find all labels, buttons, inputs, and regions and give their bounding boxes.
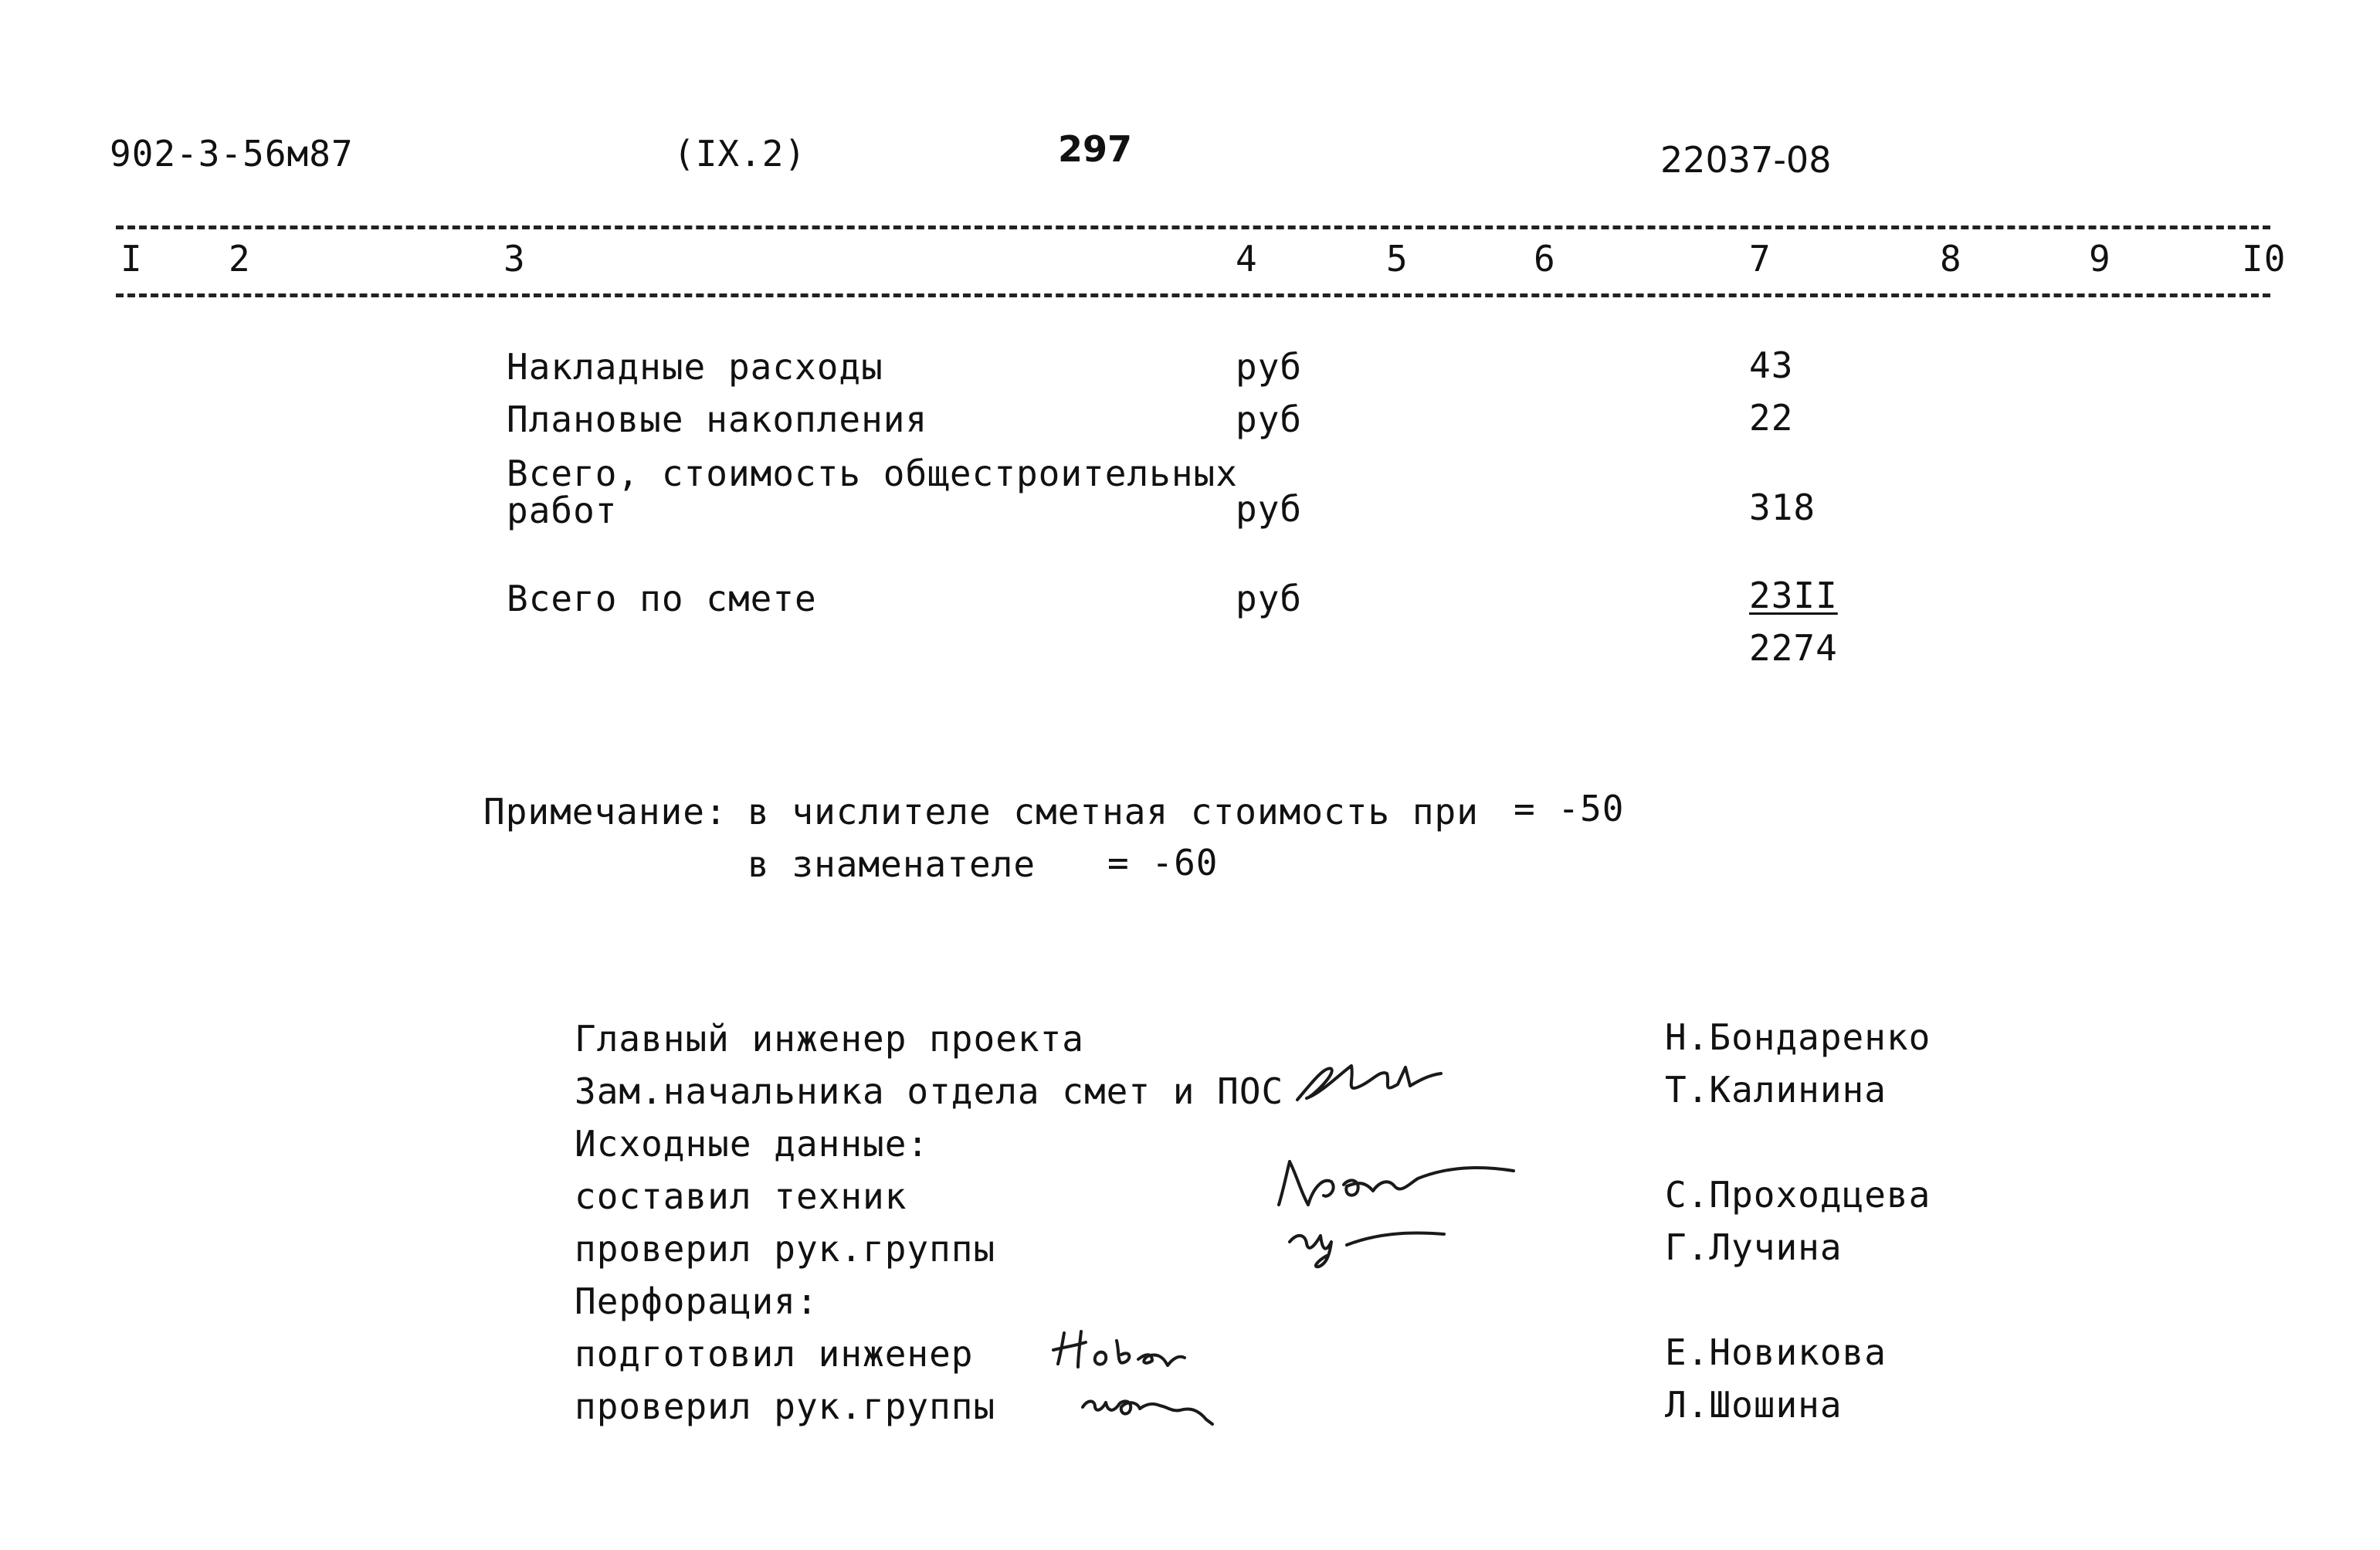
prepared-by-label: подготовил инженер	[575, 1333, 974, 1375]
note-line2-value: = -60	[1107, 842, 1219, 884]
note-line1-text: в числителе сметная стоимость при	[748, 791, 1479, 833]
section-code: (IX.2)	[673, 133, 807, 175]
column-header-7: 7	[1749, 238, 1771, 280]
row-value-numerator: 23II	[1749, 575, 1838, 616]
column-header-10: I0	[2242, 238, 2287, 280]
row-name: Плановые накопления	[507, 399, 928, 440]
chief-engineer-name: Н.Бондаренко	[1665, 1016, 1931, 1058]
page-number: 297	[1058, 128, 1133, 170]
row-name: Накладные расходы	[507, 346, 883, 388]
row-unit: руб	[1236, 346, 1303, 388]
note-line1-value: = -50	[1514, 788, 1625, 829]
note-line2-text: в знаменателе	[748, 843, 1036, 885]
column-header-9: 9	[2089, 238, 2111, 280]
row-value-denominator: 2274	[1749, 627, 1838, 669]
perforation-label: Перфорация:	[575, 1280, 819, 1322]
deputy-head-name: Т.Калинина	[1665, 1069, 1887, 1111]
top-dashed-rule	[116, 226, 2270, 229]
column-header-6: 6	[1534, 238, 1556, 280]
compiled-by-label: составил техник	[575, 1175, 907, 1217]
document-number: 22037-08	[1660, 139, 1832, 181]
checked-by2-label: проверил рук.группы	[575, 1386, 996, 1427]
row-value: 22	[1749, 397, 1794, 439]
bottom-dashed-rule	[116, 293, 2270, 297]
chief-engineer-label: Главный инженер проекта	[575, 1018, 1084, 1060]
column-header-3: 3	[503, 238, 526, 280]
prepared-by-name: Е.Новикова	[1665, 1331, 1887, 1373]
row-unit: руб	[1236, 399, 1303, 440]
row-value: 43	[1749, 344, 1794, 386]
source-data-label: Исходные данные:	[575, 1123, 930, 1165]
note-label: Примечание:	[483, 791, 727, 833]
deputy-head-label: Зам.начальника отдела смет и ПОС	[575, 1070, 1284, 1112]
deputy-head-signature-icon	[1290, 1050, 1444, 1112]
row-name-line1: Всего, стоимость общестроительных	[507, 453, 1238, 494]
checked-by2-name: Л.Шошина	[1665, 1384, 1843, 1426]
compiled-by-signature-icon	[1266, 1151, 1521, 1213]
column-header-4: 4	[1236, 238, 1258, 280]
checked-by-name: Г.Лучина	[1665, 1226, 1843, 1268]
row-value: 318	[1749, 487, 1816, 528]
row-name-line2: работ	[507, 490, 618, 531]
prepared-by-signature-icon	[1047, 1322, 1202, 1376]
row-unit: руб	[1236, 488, 1303, 530]
project-code: 902-3-56м87	[110, 133, 354, 175]
column-header-5: 5	[1386, 238, 1409, 280]
row-unit: руб	[1236, 578, 1303, 619]
column-header-8: 8	[1940, 238, 1962, 280]
checked-by-signature-icon	[1282, 1211, 1452, 1270]
column-header-2: 2	[229, 238, 251, 280]
checked-by2-signature-icon	[1075, 1376, 1253, 1430]
column-header-1: I	[120, 238, 143, 280]
row-name: Всего по смете	[507, 578, 817, 619]
checked-by-label: проверил рук.группы	[575, 1228, 996, 1270]
compiled-by-name: С.Проходцева	[1665, 1174, 1931, 1216]
